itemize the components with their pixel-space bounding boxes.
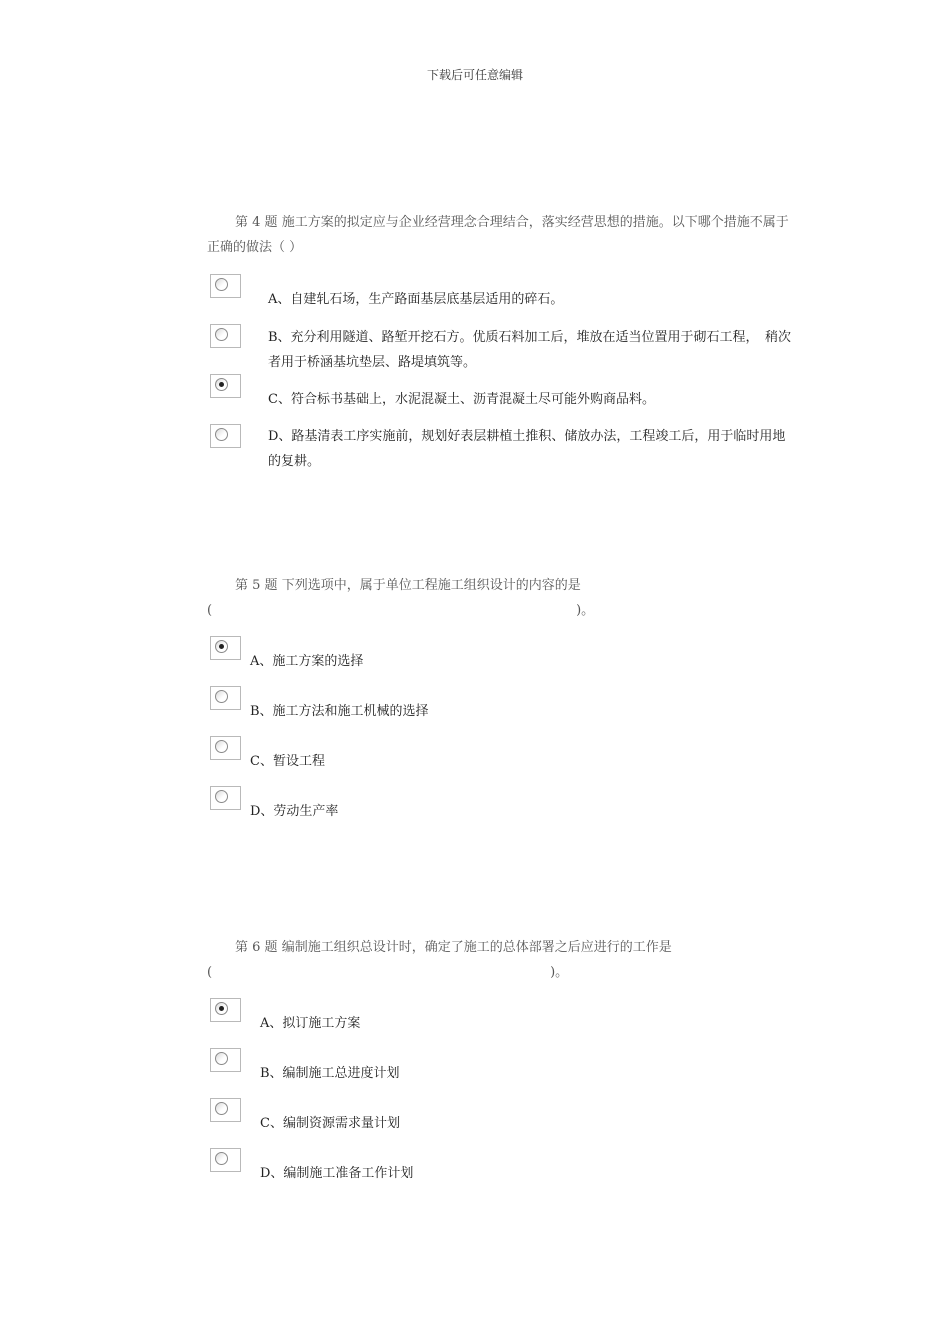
- radio-circle-icon: [215, 1052, 228, 1065]
- radio-checked-icon: [215, 1002, 228, 1015]
- radio-button[interactable]: [210, 1148, 241, 1172]
- radio-button[interactable]: [210, 736, 241, 760]
- option-label: D、路基清表工序实施前，规划好表层耕植土推积、储放办法，工程竣工后，用于临时用地的复耕。: [268, 429, 786, 469]
- radio-button[interactable]: [210, 324, 241, 348]
- radio-checked-icon: [215, 378, 228, 391]
- q6-option-c[interactable]: [210, 1098, 610, 1131]
- radio-button[interactable]: [210, 786, 241, 810]
- q4-option-a[interactable]: [210, 274, 800, 307]
- option-label: B、充分利用隧道、路堑开挖石方。优质石料加工后，堆放在适当位置用于砌石工程， 稍次者用于桥涵基坑垫层、路堤填筑等。: [268, 330, 792, 370]
- radio-button[interactable]: [210, 274, 241, 298]
- radio-circle-icon: [215, 790, 228, 803]
- q4-option-b[interactable]: [210, 324, 800, 370]
- question-number: 第 4 题: [235, 215, 278, 230]
- option-label: D、编制施工准备工作计划: [260, 1166, 414, 1181]
- q4-option-c[interactable]: [210, 374, 800, 407]
- radio-circle-icon: [215, 690, 228, 703]
- radio-button[interactable]: [210, 424, 241, 448]
- radio-button[interactable]: [210, 1048, 241, 1072]
- radio-button[interactable]: [210, 636, 241, 660]
- option-label: A、施工方案的选择: [250, 654, 364, 669]
- question-5-title: [207, 573, 627, 623]
- radio-circle-icon: [215, 740, 228, 753]
- option-label: A、自建轧石场，生产路面基层底基层适用的碎石。: [268, 292, 564, 307]
- option-label: A、拟订施工方案: [260, 1016, 361, 1031]
- q4-option-d[interactable]: [210, 424, 800, 469]
- radio-circle-icon: [215, 1152, 228, 1165]
- q5-option-d[interactable]: [210, 786, 610, 819]
- option-label: B、施工方法和施工机械的选择: [250, 704, 429, 719]
- radio-button[interactable]: [210, 1098, 241, 1122]
- question-number: 第 5 题: [235, 578, 278, 593]
- radio-circle-icon: [215, 278, 228, 291]
- question-4-title: [207, 210, 797, 260]
- radio-circle-icon: [215, 428, 228, 441]
- radio-checked-icon: [215, 640, 228, 653]
- q6-option-b[interactable]: [210, 1048, 610, 1081]
- question-text: 编制施工组织总设计时，确定了施工的总体部署之后应进行的工作是( )。: [207, 940, 672, 980]
- radio-circle-icon: [215, 1102, 228, 1115]
- option-label: B、编制施工总进度计划: [260, 1066, 400, 1081]
- q5-option-c[interactable]: [210, 736, 610, 769]
- radio-button[interactable]: [210, 998, 241, 1022]
- q5-option-b[interactable]: [210, 686, 610, 719]
- q5-option-a[interactable]: [210, 636, 610, 669]
- q6-option-d[interactable]: [210, 1148, 610, 1181]
- question-text: 下列选项中，属于单位工程施工组织设计的内容的是( )。: [207, 578, 595, 618]
- radio-circle-icon: [215, 328, 228, 341]
- option-label: C、编制资源需求量计划: [260, 1116, 400, 1131]
- page-header: 下载后可任意编辑: [426, 68, 523, 82]
- radio-button[interactable]: [210, 374, 241, 398]
- option-label: D、劳动生产率: [250, 804, 339, 819]
- question-text: 施工方案的拟定应与企业经营理念合理结合，落实经营思想的措施。以下哪个措施不属于正确的做法（ ）: [207, 215, 789, 255]
- q6-option-a[interactable]: [210, 998, 610, 1031]
- radio-button[interactable]: [210, 686, 241, 710]
- option-label: C、暂设工程: [250, 754, 325, 769]
- question-number: 第 6 题: [235, 940, 278, 955]
- option-label: C、符合标书基础上，水泥混凝土、沥青混凝土尽可能外购商品料。: [268, 392, 655, 407]
- question-6-title: [207, 935, 727, 985]
